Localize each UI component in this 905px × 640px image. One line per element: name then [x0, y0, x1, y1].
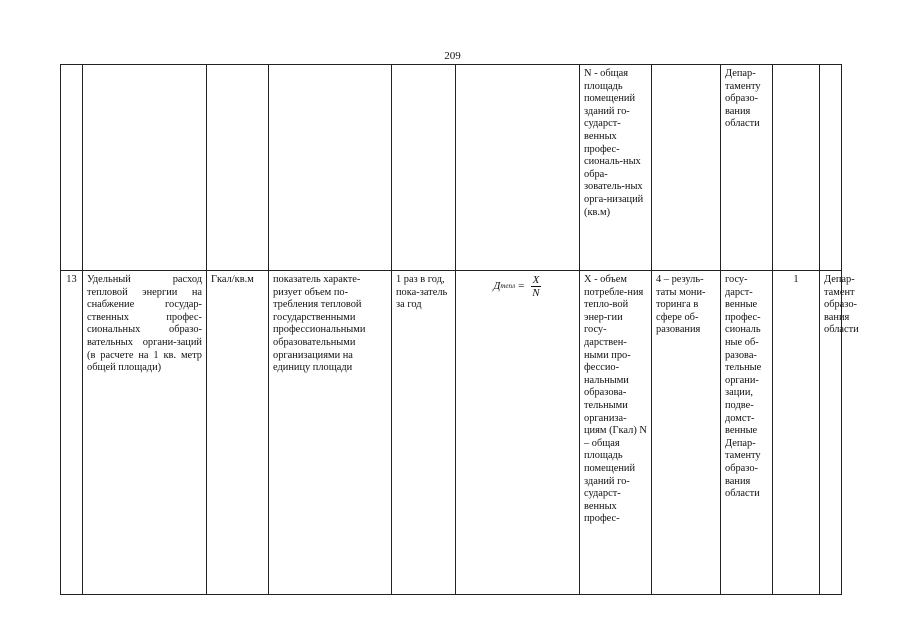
cell-source: 4 – резуль-таты мони-торинга в сфере об-разования	[652, 271, 721, 595]
cell-name	[83, 65, 207, 271]
cell-frequency	[392, 65, 456, 271]
cell-description	[269, 65, 392, 271]
cell-variables: X - объем потребле-ния тепло-вой энер-гии госу-дарствен-ными про-фессио-нальными образова-тельными организа-циям (Гкал) N – общая площадь помещений зданий го-сударст-венных профес-	[580, 271, 652, 595]
formula-numerator: X	[532, 274, 540, 286]
cell-description: показатель характе-ризует объем по-требления тепловой государственными профессиональными образовательными организациями на единицу площади	[269, 271, 392, 595]
indicator-table	[60, 64, 859, 595]
cell-organizations: Депар-таменту образо-вания области	[721, 65, 773, 271]
cell-variables: N - общая площадь помещений зданий го-сударст-венных профес-сиональ-ных обра-зователь-ных орга-низаций (кв.м)	[580, 65, 652, 271]
cell-number	[61, 65, 83, 271]
cell-formula	[456, 65, 580, 271]
formula-lhs: Д	[493, 280, 501, 293]
formula-equals: =	[518, 280, 525, 293]
formula-denominator: N	[532, 287, 540, 299]
page-number: 209	[444, 50, 461, 62]
cell-score: 1	[773, 271, 820, 595]
cell-number: 13	[61, 271, 83, 595]
formula	[493, 274, 541, 299]
cell-unit	[207, 65, 269, 271]
cell-responsible	[820, 65, 842, 271]
table-row	[61, 65, 842, 271]
formula-fraction	[530, 274, 541, 299]
cell-score	[773, 65, 820, 271]
formula-lhs-subscript: тепл	[500, 282, 516, 291]
cell-formula	[456, 271, 580, 595]
cell-responsible: Депар-тамент образо-вания области	[820, 271, 842, 595]
cell-source	[652, 65, 721, 271]
cell-name: Удельный расход тепловой энергии на снабжение государ-ственных профес-сиональных образо-вательных органи-заций (в расчете на 1 кв. метр общей площади)	[83, 271, 207, 595]
cell-unit: Гкал/кв.м	[207, 271, 269, 595]
cell-frequency: 1 раз в год, пока-затель за год	[392, 271, 456, 595]
table-row	[61, 271, 842, 595]
cell-organizations: госу-дарст-венные профес-сиональ ные об-разова-тельные органи-зации, подве-домст-венные Депар-таменту образо-вания области	[721, 271, 773, 595]
